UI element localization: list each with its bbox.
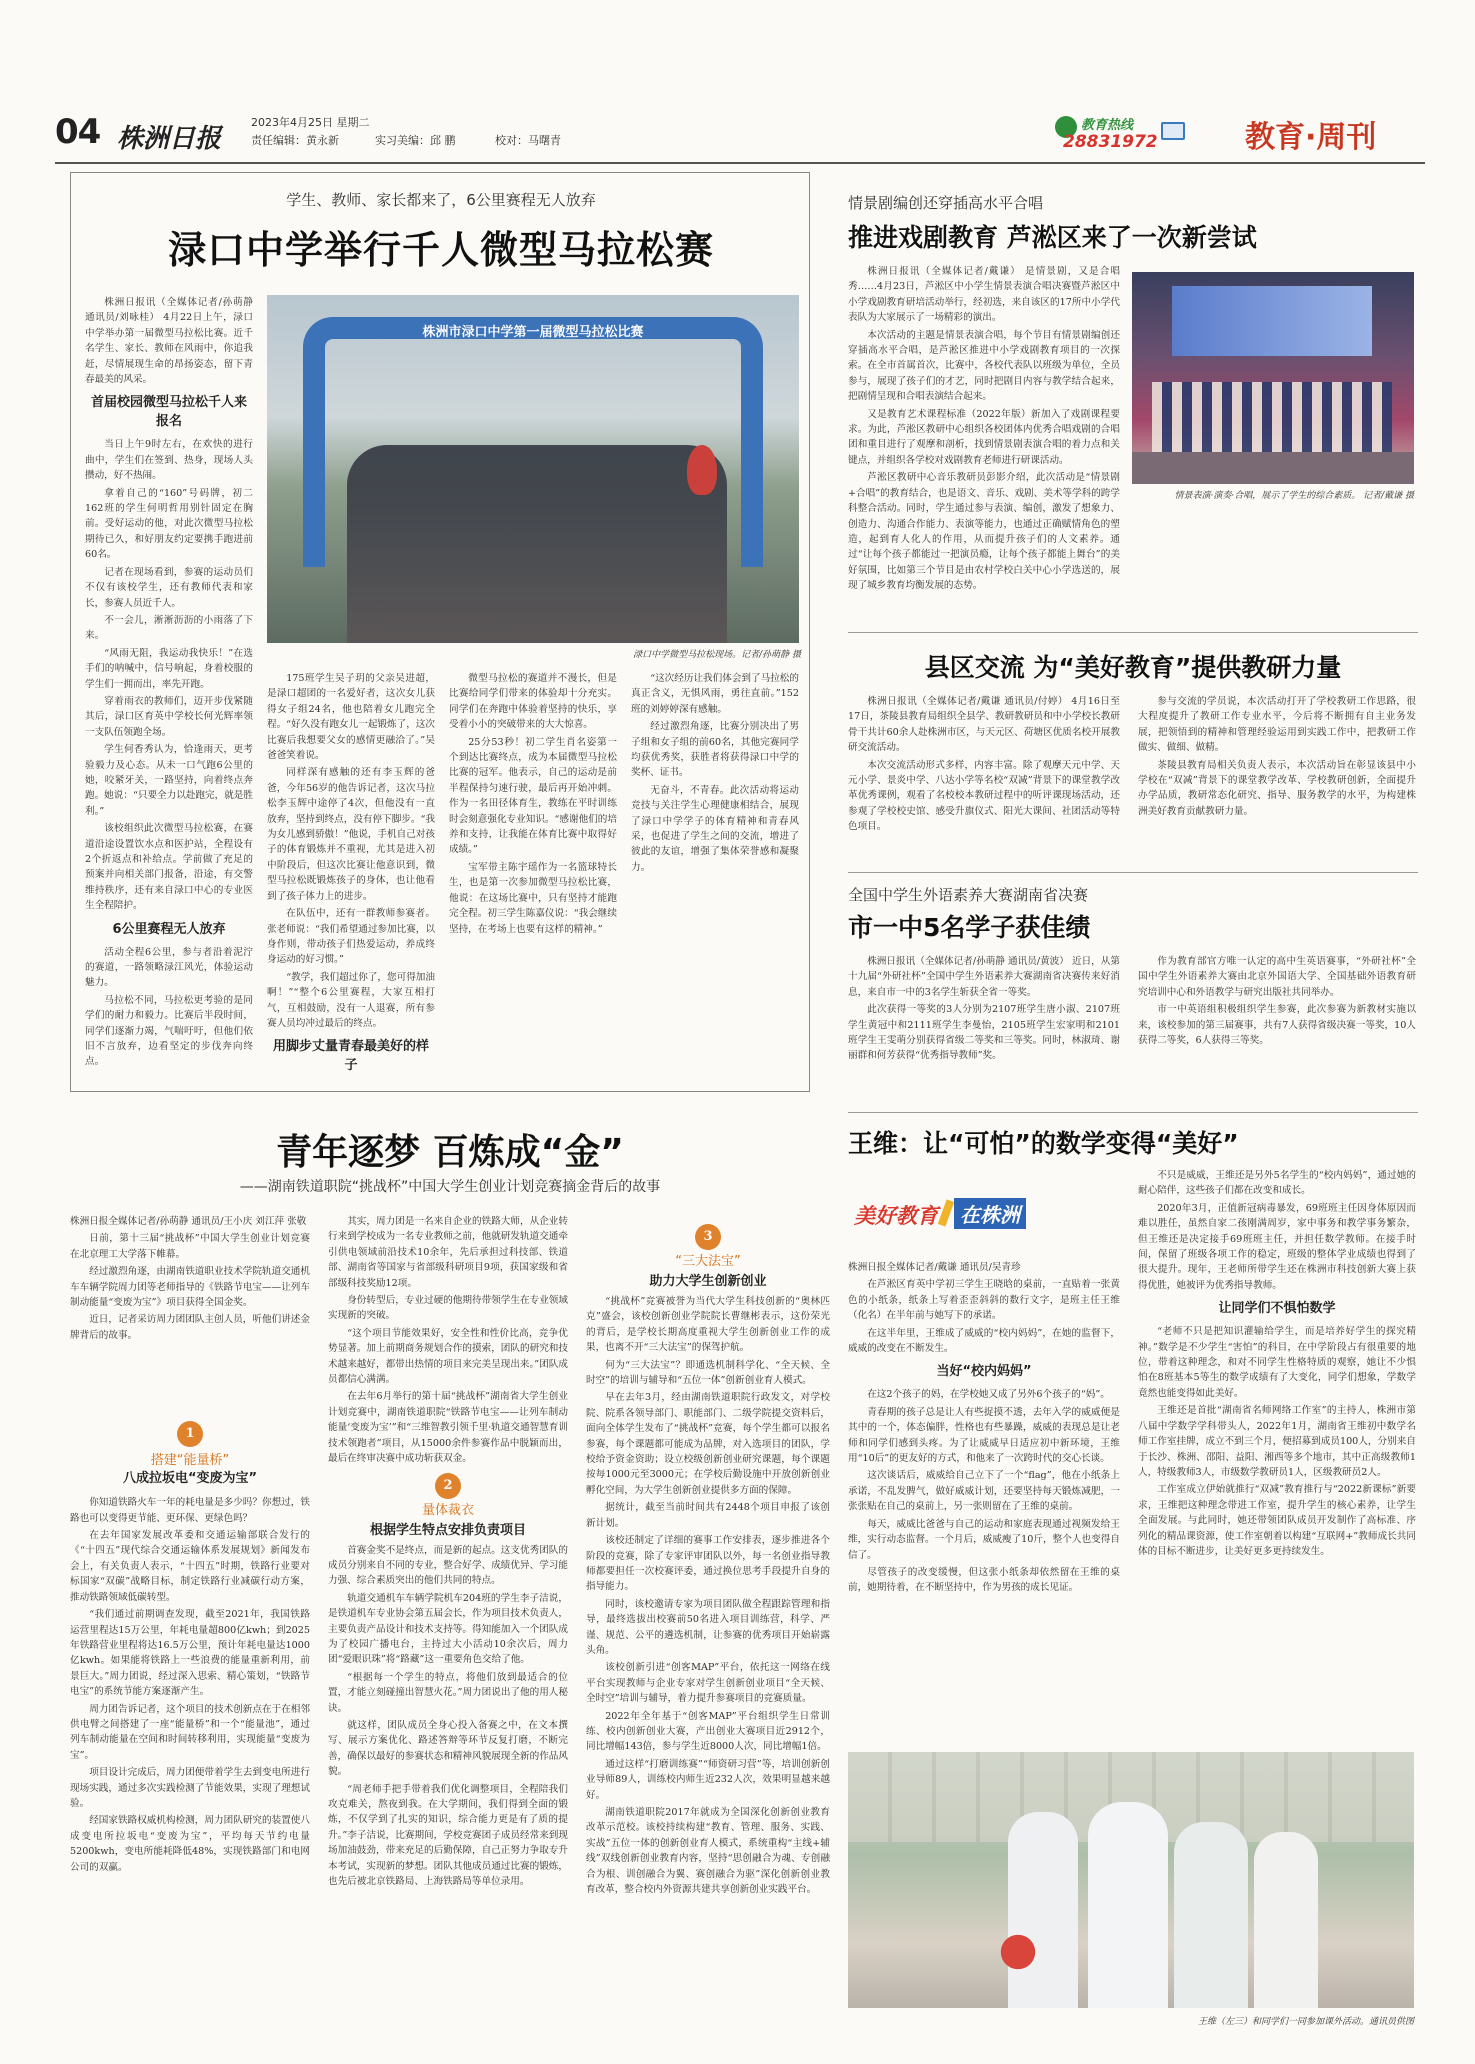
article5-paragraph: 轨道交通机车车辆学院机车204班的学生李子洁说，是铁道机车专业协会第五届会长，作为项目技术负责人，主要负责产品设计和技术支持等。得知能加入一个团队成为了校园广播电台，主持过大小活动10余次后，周力团“爱眼识珠”将“路藏”这一重要角色交给了他。 bbox=[328, 1592, 568, 1666]
article6-paragraph: 这次谈话后，威威给自己立下了一个“flag”，他在小纸条上承诺，不乱发脾气，做好威威计划，还要坚持每天锻炼减肥，一张张贴在自己的桌前上，另一张则留在了王维的桌前。 bbox=[848, 1470, 1120, 1513]
article1-byline: 株洲日报讯（全媒体记者/孙萌静 通讯员/刘咏桂） 4月22日上午，渌口中学举办第一届微型马拉松比赛。近千名学生、家长、教师在风雨中，你追我赶，尽情展现生命的昂扬姿态，留下青春最美的风采。 bbox=[85, 297, 253, 386]
article5-paragraph: 何为“三大法宝”？即通选机制科学化、“全天候、全时空”的培训与辅导和“五位一体”创新创业育人模式。 bbox=[586, 1359, 830, 1387]
student-2 bbox=[1088, 1802, 1168, 2008]
article5-col2 bbox=[328, 1214, 568, 2022]
article2-col1 bbox=[848, 264, 1120, 620]
article1-paragraph: 同样深有感触的还有李玉辉的爸爸，今年56岁的他告诉记者，这次马拉松李玉辉中途停了4次，但他没有一直放弃，坚持到终点，没有停下脚步。“我为女儿感到骄傲！”他说，手机自己对孩子的体育锻炼并不重视，尤其是进入初中阶段后，但这次比赛让他意识到，微型马拉松既锻炼孩子的身体，也让他看到了孩子体力上的进步。 bbox=[267, 767, 435, 902]
flowers bbox=[988, 1922, 1048, 1982]
stage-floor bbox=[1132, 452, 1414, 484]
logo-text-a: 美好教育 bbox=[854, 1204, 938, 1228]
section1-title: 搭建“能量桥” bbox=[150, 1453, 230, 1469]
article5-paragraph: 身份转型后，专业过硬的他期待带领学生在专业领域实现新的突破。 bbox=[328, 1295, 568, 1322]
article1-paragraph: 无奋斗，不青春。此次活动将运动竞技与关注学生心理健康相结合，展现了渌口中学学子的体育精神和青春风采，也促进了学生之间的交流，增进了彼此的友谊，增强了集体荣誉感和凝聚力。 bbox=[631, 784, 799, 873]
article3-col2 bbox=[1138, 694, 1416, 862]
article5-paragraph: 经国家铁路权威机构检测，周力团队研究的装置使八成变电所拉坂电“变废为宝”，平均每天节约电量5200kwh，变电所能耗降低48%，实现铁路部门和电网公司的双赢。 bbox=[70, 1815, 310, 1873]
divider bbox=[848, 1112, 1418, 1113]
article3-col1 bbox=[848, 694, 1120, 862]
article1-paragraph: 当日上午9时左右，在欢快的进行曲中，学生们在签到、热身，现场人头攒动，好不热闹。 bbox=[85, 439, 253, 482]
article5-paragraph: 日前，第十三届“挑战杯”中国大学生创业计划竞赛在北京理工大学落下帷幕。 bbox=[70, 1233, 310, 1260]
teacher bbox=[1174, 1822, 1248, 2008]
article1-paragraph: 该校组织此次微型马拉松赛，在赛道沿途设置饮水点和医护站，全程设有2个折返点和补给点。学前做了充足的预案并向相关部门报备，沿途，有交警维持秩序，还有来自渌口中心的专业医生全程陪护。 bbox=[85, 823, 253, 912]
article6-paragraph: 不只是威威，王维还是另外5名学生的“校内妈妈”，通过她的耐心陪伴，这些孩子们都在改变和成长。 bbox=[1138, 1170, 1416, 1197]
article1-subhead2: 6公里赛程无人放弃 bbox=[112, 921, 226, 937]
article3-paragraph: 茶陵县教育局相关负责人表示，本次活动旨在彰显该县中小学校在“双减”背景下的课堂教学改革、学校教研创新，全面提升办学品质，教研常态化研究、指导、服务教学的水平，为构建株洲美好教育贡献教研力量。 bbox=[1138, 759, 1416, 817]
article6-photo-caption: 王维（左三）和同学们一同参加课外活动。通讯员供图 bbox=[1197, 2017, 1414, 2027]
section-title: 教育·周刊 bbox=[1245, 120, 1377, 155]
article5-paragraph: 你知道铁路火车一年的耗电量是多少吗？你想过，铁路也可以变得更节能、更环保、更绿色吗？ bbox=[70, 1497, 310, 1524]
article4-col1 bbox=[848, 954, 1120, 1102]
article5-paragraph: 经过激烈角逐，由湖南铁道职业技术学院轨道交通机车车辆学院周力团等老师指导的《铁路节电宝——让列车制动能量“变废为宝”》项目获得全国金奖。 bbox=[70, 1266, 310, 1309]
article1-subhead1: 首届校园微型马拉松千人来报名 bbox=[90, 395, 247, 430]
article6-paragraph: 在芦淞区育英中学初三学生王晓晗的桌前，一直贴着一张黄色的小纸条，纸条上写着歪歪斜斜的数行文字，是班主任王维（化名）在半年前与她写下的承诺。 bbox=[848, 1279, 1120, 1322]
article1-paragraph: 拿着自己的“160”号码牌，初二162班的学生何明哲用别针固定在胸前。受好运动的他，对此次微型马拉松期待已久，和好朋友约定要携手跑进前60名。 bbox=[85, 487, 253, 561]
divider bbox=[848, 872, 1418, 873]
logo-text-b: 在株洲 bbox=[954, 1198, 1026, 1229]
article6-paragraph: 尽管孩子的改变缓慢，但这张小纸条却依然留在王维的桌前，她期待着，在不断坚持中，作为男孩的成长见证。 bbox=[848, 1566, 1120, 1594]
article5-paragraph: 在去年国家发展改革委和交通运输部联合发行的《“十四五”现代综合交通运输体系发展规划》新闻发布会上，有关负责人表示，“十四五”时期，铁路行业要对标国家“双碳”战略目标，制定铁路行业减碳行动方案，推动铁路领域低碳转型。 bbox=[70, 1530, 310, 1603]
article5-paragraph: 该校创新引进“创客MAP”平台，依托这一网络在线平台实现教师与企业专家对学生创新创业项目“全天候、全时空”培训与辅导，着力提升参赛项目的竞赛质量。 bbox=[586, 1662, 830, 1705]
article1-headline: 渌口中学举行千人微型马拉松赛 bbox=[167, 228, 714, 272]
performers bbox=[1152, 382, 1392, 452]
article1-paragraph: 记者在现场看到，参赛的运动员们不仅有该校学生，还有教师代表和家长，参赛人员近千人。 bbox=[85, 566, 253, 609]
article4-kicker: 全国中学生外语素养大赛湖南省决赛 bbox=[848, 886, 1089, 904]
article1-kicker: 学生、教师、家长都来了，6公里赛程无人放弃 bbox=[286, 191, 596, 209]
article2-kicker: 情景剧编创还穿插高水平合唱 bbox=[848, 194, 1044, 212]
section3-subtitle: 助力大学生创新创业 bbox=[649, 1274, 767, 1289]
article1-col3 bbox=[449, 671, 617, 1085]
article5-paragraph: 通过这样“打磨训练赛”“师资研习营”等，培训创新创业导师89人，训练校内师生近232人次，效果明显越来越好。 bbox=[586, 1758, 830, 1801]
article-foreign-language bbox=[848, 884, 1418, 1104]
article4-paragraph: 作为教育部官方唯一认定的高中生英语赛事，“外研社杯”全国中学生外语素养大赛由北京外国语大学、全国基础外语教育研究培训中心和外语教学与研究出版社共同举办。 bbox=[1138, 956, 1416, 998]
article-challenge-cup bbox=[70, 1124, 830, 2024]
article5-paragraph: “周老师手把手带着我们优化调整项目，全程陪我们攻克难关，熬夜到我。在大学期间，我们得到全面的锻炼，不仅学到了扎实的知识，综合能力更是有了质的提升。”李子洁说，比赛期间，学校竞赛团子成员经常来到现场加油鼓劲，带来充足的后勤保障，自己正努力争取专升本考试，实现新的梦想。团队其他成员通过比赛的锻炼，也先后被北京铁路局、上海铁路局等单位录用。 bbox=[328, 1783, 568, 1888]
article5-byline: 株洲日报全媒体记者/孙萌静 通讯员/王小庆 刘江萍 张敬 bbox=[70, 1216, 307, 1227]
article5-paragraph: 周力团告诉记者，这个项目的技术创新点在于在相邻供电臂之间搭建了一座“能量桥”和一个“能量池”，通过列车制动能量在空间和时间转移利用，实现能量“变废为宝”。 bbox=[70, 1703, 310, 1761]
book-icon bbox=[1161, 122, 1185, 140]
medal-icon-2: 2 bbox=[435, 1473, 461, 1499]
article5-col1 bbox=[70, 1214, 310, 2022]
stage-screen bbox=[1172, 286, 1372, 356]
medal-icon-3: 3 bbox=[695, 1224, 721, 1250]
article-wang-wei bbox=[848, 1124, 1418, 2036]
article1-paragraph: 马拉松不同，马拉松更考验的是同学们的耐力和毅力。比赛后半段时间，同学们逐渐力竭，气喘吁吁，但他们依旧不言放弃，边看坚定的步伐奔向终点。 bbox=[85, 994, 253, 1068]
article6-subhead1: 当好“校内妈妈” bbox=[936, 1364, 1032, 1380]
article1-photo-caption: 渌口中学微型马拉松现场。记者/孙萌静 摄 bbox=[633, 650, 801, 660]
article6-paragraph: 工作室成立伊始就推行“双减”教育推行与“2022新课标”新要求，王维把这种理念带进工作室，提升学生的核心素养，让学生全面发展。与此同时，她还带领团队成员开发制作了高标准、序列化的精品课资源，使工作室朝着以构建“互联网+”教师成长共同体的目标不断进步，让美好更多更持续发生。 bbox=[1138, 1484, 1416, 1557]
hotline-number: 28831972 bbox=[1063, 132, 1158, 152]
article6-col1 bbox=[848, 1260, 1120, 1744]
article6-subhead2: 让同学们不惧怕数学 bbox=[1218, 1301, 1336, 1317]
article5-paragraph: “根据每一个学生的特点，将他们放到最适合的位置，才能立刻碰撞出智慧火花。”周力团说出了他的用人秘诀。 bbox=[328, 1671, 568, 1714]
article3-paragraph: 参与交流的学员说，本次活动打开了学校教研工作思路，很大程度提升了教研工作专业水平，今后将不断拥有自主业务发展，把领悟到的精神和管理经验运用到实践工作中，把教研工作做实、做细、做精。 bbox=[1138, 696, 1416, 754]
masthead bbox=[55, 112, 1425, 162]
article6-paragraph: “老师不只是把知识灌输给学生，而是培养好学生的探究精神。”数学是不少学生“害怕”的科目，在中学阶段占有很重要的地位，带着这种理念，和对不同学生性格特质的观察，她让不少惧怕在8班基本5等生的数学成绩有了大变化，同学们想象，学数学竟然也能变得如此美好。 bbox=[1138, 1326, 1416, 1399]
article6-paragraph: 每天，威威比爸爸与自己的运动和家庭表现通过视频发给王维，实行动态监督。一个月后，威威瘦了10斤，整个人也变得自信了。 bbox=[848, 1518, 1120, 1561]
article1-paragraph: 在队伍中，还有一群教师参赛者。张老师说：“我们希望通过参加比赛，以身作则，带动孩子们热爱运动，养成终身运动的好习惯。” bbox=[267, 908, 435, 966]
hotline-label: 教育热线 bbox=[1081, 118, 1134, 133]
article5-subtitle: ——湖南铁道职院“挑战杯”中国大学生创业计划竞赛摘金背后的故事 bbox=[239, 1179, 661, 1195]
page-number: 04 bbox=[55, 112, 101, 152]
article5-paragraph: “挑战杯”竞赛被誉为当代大学生科技创新的“奥林匹克”盛会，该校创新创业学院院长曹继彬表示，这份荣光的背后，是学校长期高度重视大学生创新创业工作的成果，也离不开“三大法宝”的保驾护航。 bbox=[586, 1296, 830, 1354]
article1-paragraph: 学生何香秀认为，恰逢雨天，更考验毅力及心态。从未一口气跑6公里的她，咬紧牙关，一路坚持，向着终点奔跑。她说：“只要全力以赴跑完，就是胜利。” bbox=[85, 744, 253, 817]
article5-paragraph: “这个项目节能效果好，安全性和性价比高，竞争优势显著。加上前期商务规划合作的摸索，团队的研究和技术越来越好，都带出热情的项目来完美呈现出来。”团队成员都信心满满。 bbox=[328, 1327, 568, 1386]
article5-headline: 青年逐梦 百炼成“金” bbox=[276, 1132, 624, 1173]
article1-paragraph: 宝军带主陈宇瑶作为一名篮球特长生，也是第一次参加微型马拉松比赛，他说：在这场比赛中，只有坚持才能跑完全程。初三学生陈嘉仪说：“我会继续坚持，在考场上也要有这样的精神。” bbox=[449, 861, 617, 935]
article5-paragraph: 项目设计完成后，周力团便带着学生去到变电所进行现场实践，通过多次实践检测了节能效果，实现了理想试验。 bbox=[70, 1767, 310, 1809]
article6-paragraph: 王维还是首批“湖南省名师网络工作室”的主持人，株洲市第八届中学数学学科带头人，2022年1月，湖南省王维初中数学名师工作室挂牌，成立不到三个月，便招募到成员100人，分别来自于长沙、株洲、邵阳、益阳、湘西等多个地市，其中正高级教师1人，特级教师3人，市级数学教研员1人，区级教研员2人。 bbox=[1138, 1405, 1416, 1478]
article1-paragraph: 25分53秒！初二学生肖名姿第一个到达比赛终点，成为本届微型马拉松比赛的冠军。他表示，自己的运动是前半程保持匀速行驶，最后再开始冲刺。作为一名田径体育生，教练在平时训练时会刻意强化专业知识。“感谢他们的培养和支持，让我能在体育比赛中取得好成绩。” bbox=[449, 736, 617, 856]
article6-byline: 株洲日报全媒体记者/戴谦 通讯员/吴青珍 bbox=[848, 1262, 1021, 1273]
article6-photo bbox=[848, 1752, 1414, 2008]
beautiful-education-logo bbox=[854, 1194, 1054, 1240]
article1-paragraph: “风雨无阻，我运动我快乐！”在选手们的呐喊中，信号响起，身着校服的学生们一拥而出，率先开跑。 bbox=[85, 647, 253, 690]
article1-paragraph: “这次经历让我们体会到了马拉松的真正含义，无惧风雨，勇往直前。”152班的刘婷婷深有感触。 bbox=[631, 673, 799, 715]
article5-col3 bbox=[586, 1224, 830, 2022]
divider bbox=[848, 632, 1418, 633]
article1-paragraph: 经过激烈角逐，比赛分别决出了男子组和女子组的前60名，其他完赛同学均获优秀奖，获胜者将获得渌口中学的奖杯、证书。 bbox=[631, 721, 799, 779]
issue-date: 2023年4月25日 星期二 bbox=[251, 116, 370, 129]
article1-col2 bbox=[267, 671, 435, 1085]
article1-col4 bbox=[631, 671, 799, 1085]
section3-title: “三大法宝” bbox=[675, 1254, 741, 1269]
article6-paragraph: 在这2个孩子的妈，在学校她又成了另外6个孩子的“妈”。 bbox=[867, 1389, 1110, 1401]
article5-paragraph: 该校还制定了详细的赛事工作安排表，逐步推进各个阶段的竞赛，除了专家评审团队以外，每一名创业指导教师都要担任一次校赛评委，通过换位思考手段提升自身的指导能力。 bbox=[586, 1535, 830, 1593]
pen-icon bbox=[938, 1199, 954, 1226]
article2-paragraph: 又是教育艺术课程标准（2022年版）新加入了戏剧课程要求。为此，芦淞区教研中心组织各校团体内优秀合唱戏剧的合唱团和重目进行了观摩和剖析，找到情景剧表演合唱的着力点和关键点，并组织各学校对戏剧教育老师进行研课活动。 bbox=[848, 408, 1120, 466]
article4-paragraph: 市一中英语组积极组织学生参赛，此次参赛为新教材实施以来，该校参加的第三届赛事，共有7人获得省级决赛一等奖，10人获得二等奖，6人获得三等奖。 bbox=[1138, 1004, 1416, 1047]
article5-paragraph: 其实，周力团是一名来自企业的铁路大师，从企业转行来到学校成为一名专业教师之前，他就研发轨道交通牵引供电领域前沿技术10余年，先后承担过科技部、铁道部、湖南省等国家与省部级科研项目9项，获国家级和省部级科技奖励12项。 bbox=[328, 1216, 568, 1289]
proofreader: 校对：马曙青 bbox=[495, 134, 561, 147]
article1-paragraph: 穿着雨衣的教师们，迈开步伐紧随其后，渌口区育英中学校长何光辉率领一支队伍领跑全场。 bbox=[85, 695, 253, 738]
article1-paragraph: 微型马拉松的赛道并不漫长，但是比赛给同学们带来的体验却十分充实。同学们在奔跑中体验着坚持的快乐，享受着小小的突破带来的大大惊喜。 bbox=[449, 673, 617, 731]
article-drama bbox=[848, 192, 1418, 622]
article5-paragraph: 首赛金奖不是终点，而是新的起点。这支优秀团队的成员分别来自不同的专业，整合好学、成绩优异、学习能力强、综合素质突出的他们共同的特点。 bbox=[328, 1544, 568, 1587]
article6-col2 bbox=[1138, 1168, 1416, 1744]
article3-headline: 县区交流 为“美好教育”提供教研力量 bbox=[924, 653, 1342, 682]
paper-name: 株洲日报 bbox=[117, 124, 222, 154]
article1-paragraph: “教学，我们超过你了，您可得加油啊！”“整个6公里赛程，大家互相打气，互相鼓励，没有一人退赛，所有参赛人员均冲过最后的终点。 bbox=[267, 971, 435, 1029]
article5-paragraph: 湖南铁道职院2017年就成为全国深化创新创业教育改革示范校。该校持续构建“教育、管理、服务、实践、实战”五位一体的创新创业育人模式，系统重构“主线+辅线”双线创新创业教育内容，坚持“思创融合为魂、专创融合为根、训创融合为翼、赛创融合为驱”深化创新创业教育改革，整合校内外资源共建共享创新创业实践平台。 bbox=[586, 1807, 830, 1896]
arch-banner: 株洲市渌口中学第一届微型马拉松比赛 bbox=[422, 325, 644, 340]
article1-paragraph: 不一会儿，淅淅沥沥的小雨落了下来。 bbox=[85, 614, 253, 642]
article5-paragraph: 据统计，截至当前时间共有2448个项目申报了该创新计划。 bbox=[586, 1502, 830, 1529]
article5-paragraph: 在去年6月举行的第十届“挑战杯”湖南省大学生创业计划竞赛中，湖南铁道职院“铁路节电宝——让列车制动能量‘变废为宝’”和“三维智教引领千里·轨道交通智慧育训技术领跑者”项目，从15000余件参赛作品中脱颖而出，最后在终审决赛中成功斩获双金。 bbox=[328, 1391, 568, 1465]
article5-paragraph: “我们通过前期调查发现，截至2021年，我国铁路运营里程达15万公里，年耗电量超800亿kwh；到2025年铁路营业里程将达16.5万公里，预计年耗电量达1000亿kwh。如果能将铁路上一些浪费的能量重新利用，前景巨大。”周力团说，经过深入思索、精心策划，“铁路节电宝”的系统节能方案逐渐产生。 bbox=[70, 1609, 310, 1698]
article-county-exchange bbox=[848, 648, 1418, 863]
masthead-rule bbox=[55, 162, 1425, 164]
article6-headline: 王维：让“可怕”的数学变得“美好” bbox=[848, 1129, 1239, 1158]
article1-photo bbox=[267, 295, 799, 643]
article6-paragraph: 青春期的孩子总是让人有些捉摸不透，去年入学的威威便是其中的一个，体态偏胖，性格也有些暴躁，威威的表现总是让老师和同学们感到头疼。为了让威威早日适应初中新环境，王维用“10后”的更友好的方式，和他来了一次跨时代的交心长谈。 bbox=[848, 1406, 1120, 1465]
article6-paragraph: 2020年3月，正值新冠病毒暴发，69班班主任因身体原因而难以胜任，虽然自家二孩刚满周岁，家中事务和教学事务繁杂，但王维还是决定接手69班班主任，并担任数学教师。在接手时间，保留了班级各项工作的稳定，班级的整体学业成绩也得到了很大提升。现年，王老师所带学生还在株洲市科技创新大赛上获得优胜，她被评为优秀指导教师。 bbox=[1138, 1202, 1416, 1291]
section1-subtitle: 八成拉坂电“变废为宝” bbox=[122, 1471, 258, 1487]
article3-paragraph: 株洲日报讯（全媒体记者/戴谦 通讯员/付婷） 4月16日至17日，茶陵县教育局组织全县学、教研教研员和中小学校长教研骨干共计60余人赴株洲市区，与天元区、荷塘区优质名校开展教研交流活动。 bbox=[848, 696, 1120, 754]
article2-paragraph: 株洲日报讯（全媒体记者/戴谦） 是情景剧，又是合唱秀……4月23日，芦淞区中小学生情景表演合唱决赛暨芦淞区中小学戏剧教育研培活动举行，经初选，来自该区的17所中小学代表队为大家展示了一场精彩的演出。 bbox=[848, 266, 1120, 324]
article4-col2 bbox=[1138, 954, 1416, 1102]
responsible-editor: 责任编辑：黄永新 bbox=[251, 134, 339, 147]
article6-paragraph: 在这半年里，王维成了威威的“校内妈妈”，在她的监督下，威威的改变在不断发生。 bbox=[848, 1327, 1120, 1355]
runners-crowd bbox=[347, 445, 727, 643]
article-marathon bbox=[70, 172, 810, 1092]
article5-paragraph: 同时，该校邀请专家为项目团队做全程跟踪管理和指导，最终选拔出校赛前50名进入项目训练营，科学、严谨、规范、公平的遴选机制，让参赛的优秀项目开始崭露头角。 bbox=[586, 1598, 830, 1656]
article2-paragraph: 芦淞区教研中心音乐教研员彭影介绍，此次活动是“情景剧+合唱”的教育结合，也是语文、音乐、戏剧、美术等学科的跨学科整合活动。同时，学生通过参与表演、编创，激发了想象力、创造力、沟通合作能力、表演等能力，也通过正确赋情角色的塑造，起到育人化人的作用，从而提升孩子们的人文素养。通过“让每个孩子都能过一把演员瘾，让每个孩子都能上舞台”的美好氛围，比如第三个节目是由农村学校白关中心小学选送的，展现了城乡教育均衡发展的态势。 bbox=[848, 472, 1120, 592]
student-4 bbox=[1254, 1832, 1318, 2008]
article4-paragraph: 此次获得一等奖的3人分别为2107班学生唐小淑、2107班学生黄冠中和2111班学生李曼怡，2105班学生宏家明和2101班学生王雯萌分别获得省级二等奖和三等奖。同时，林淑琦、谢丽群和何芳获得“优秀指导教师”奖。 bbox=[848, 1004, 1120, 1062]
article4-paragraph: 株洲日报讯（全媒体记者/孙萌静 通讯员/黄波） 近日，从第十九届“外研社杯”全国中学生外语素养大赛湖南省决赛传来好消息，来自市一中的3名学生斩获全省一等奖。 bbox=[848, 956, 1120, 998]
article4-headline: 市一中5名学子获佳绩 bbox=[848, 913, 1091, 942]
hotline-badge bbox=[1055, 112, 1235, 156]
article5-paragraph: 近日，记者采访周力团团队主创人员，听他们讲述金牌背后的故事。 bbox=[70, 1314, 310, 1341]
red-balloon bbox=[687, 445, 717, 495]
article1-paragraph: 活动全程6公里，参与者沿着泥泞的赛道，一路领略渌江风光，体验运动魅力。 bbox=[85, 946, 253, 989]
medal-icon-1: 1 bbox=[177, 1421, 203, 1447]
article1-subhead3: 用脚步丈量青春最美好的样子 bbox=[272, 1039, 429, 1074]
article2-photo bbox=[1132, 272, 1414, 484]
article2-photo-caption: 情景表演·演奏·合唱，展示了学生的综合素质。 记者/戴谦 摄 bbox=[1174, 491, 1414, 501]
article5-paragraph: 就这样，团队成员全身心投入备赛之中，在文本撰写、展示方案优化、路述答辩等环节反复打磨，不断完善，确保以最好的参赛状态和精神风貌展现全新的作品风貌。 bbox=[328, 1719, 568, 1778]
article2-headline: 推进戏剧教育 芦淞区来了一次新尝试 bbox=[848, 223, 1257, 252]
article1-paragraph: 175班学生吴子玥的父亲吴进超，是渌口超团的一名爱好者，这次女儿获得女子组24名，他也陪着女儿跑完全程。“好久没有跑女儿一起锻炼了，这次比赛后我想要父女的感情更融洽了。”吴爸爸笑着说。 bbox=[267, 673, 435, 762]
section2-subtitle: 根据学生特点安排负责项目 bbox=[369, 1522, 526, 1538]
article5-paragraph: 2022年全年基于“创客MAP”平台组织学生日常训练、校内创新创业大赛，产出创业大赛项目近2912个，同比增幅143倍，参与学生近8000人次，同比增幅1倍。 bbox=[586, 1710, 830, 1753]
article2-paragraph: 本次活动的主题是情景表演合唱，每个节目有情景剧编创还穿插高水平合唱，是芦淞区推进中小学戏剧教育项目的一次探索。在全市首属首次，比赛中，各校代表队以班级为单位，全员参与，展现了孩子们的才艺，同时把剧目内容与教学结合起来，把剧情呈现和合唱表演结合起来。 bbox=[848, 329, 1120, 403]
article3-paragraph: 本次交流活动形式多样，内容丰富。除了观摩天元中学、天元小学、景炎中学、八达小学等名校“双减”背景下的课堂教学改革优秀课例，观看了名校校本教研过程中的听评课现场活动，还参观了学校校史馆、感受升旗仪式、阳光大课间、社团活动等特色项目。 bbox=[848, 759, 1120, 833]
section2-title: 量体裁衣 bbox=[421, 1502, 474, 1518]
article5-paragraph: 早在去年3月，经由湖南铁道职院行政发文，对学校院、院系各领导部门、职能部门、二级学院提交资料后，面向全体学生发布了“挑战杯”竞赛，每个学生都可以报名参赛，每个课题都可能成为品牌，对入选项目的团队，学校给予资金资助；设立校级创新创业研究课题，每个课题按每1000元至3000元；在学校后勤设施中开放创新创业孵化空间，为大学生创新创业提供多方面的保障。 bbox=[586, 1392, 830, 1496]
article1-col1 bbox=[85, 295, 253, 1085]
designer: 实习美编：邱 鹏 bbox=[375, 134, 456, 147]
